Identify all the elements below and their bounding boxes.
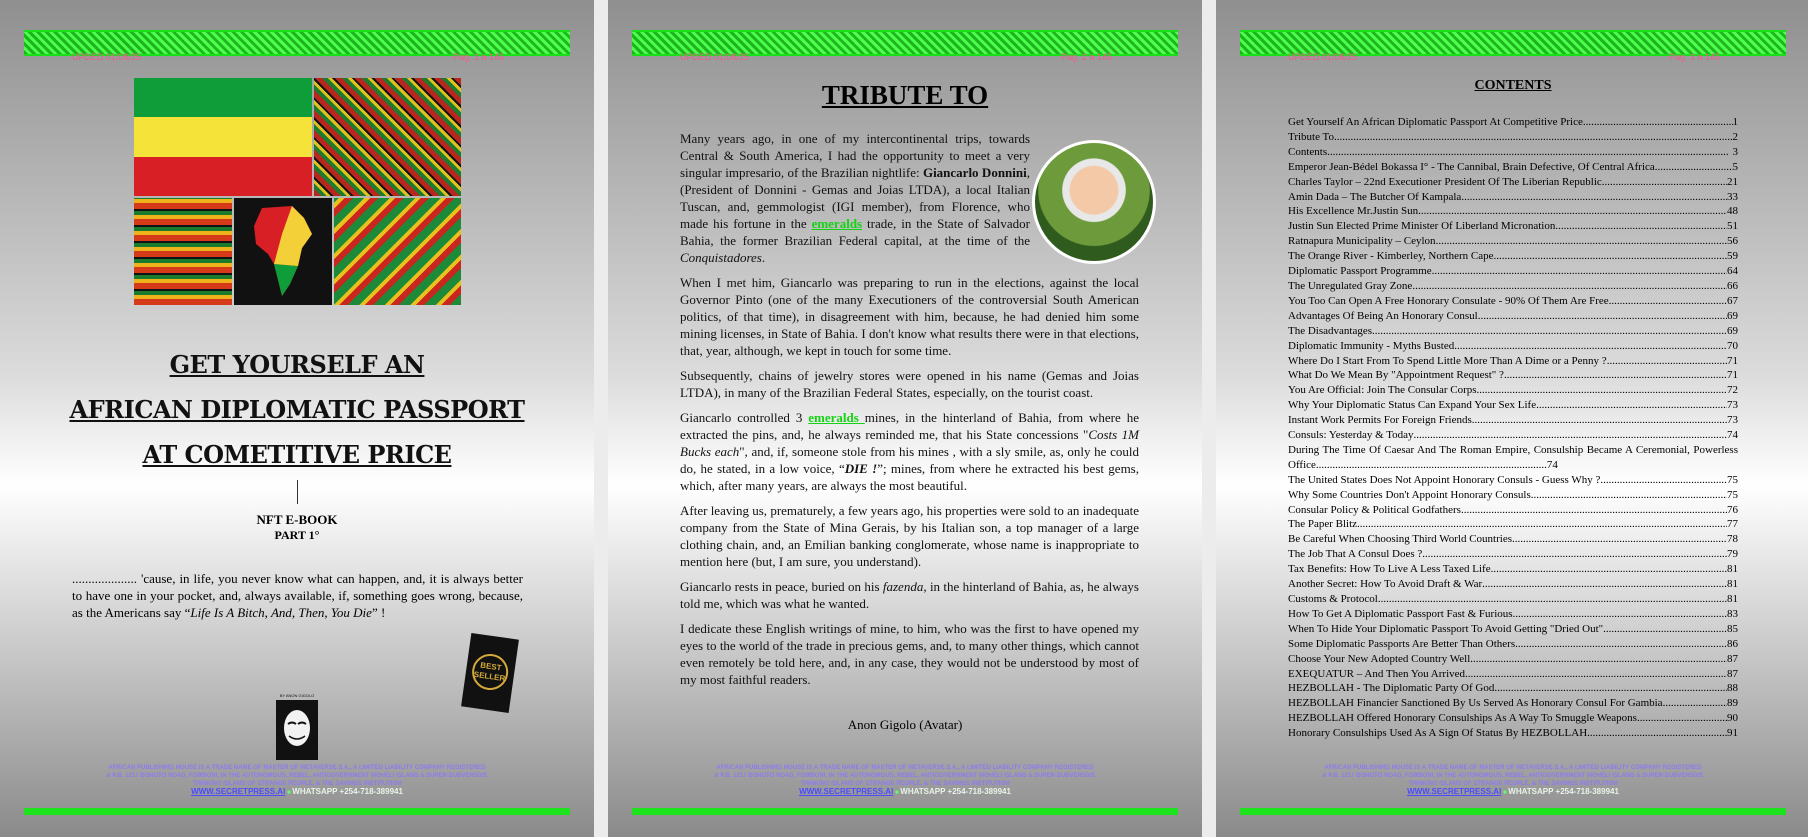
toc-dot-leader [1600, 473, 1727, 488]
toc-page-number: 74 [1727, 429, 1738, 442]
africa-silhouette-icon [252, 204, 314, 300]
toc-entry-title: Consular Policy & Political Godfathers [1288, 503, 1461, 516]
toc-entry[interactable] [1288, 145, 1738, 160]
toc-dot-leader [1465, 667, 1727, 682]
toc-entry-title: Charles Taylor – 22nd Executioner President Of The Liberian Republic [1288, 175, 1602, 188]
toc-page-number: 72 [1727, 384, 1738, 397]
update-date: UPDED 01/08/25 [1288, 52, 1358, 62]
toc-dot-leader [1491, 562, 1727, 577]
toc-entry[interactable] [1288, 339, 1738, 354]
toc-entry[interactable] [1288, 354, 1738, 369]
website-link[interactable]: WWW.SECRETPRESS.AI [799, 787, 894, 796]
toc-entry[interactable] [1288, 622, 1738, 637]
flag-stripe-yellow [134, 117, 312, 156]
toc-page-number: 2 [1732, 130, 1738, 143]
update-date: UPDED 01/08/25 [680, 52, 750, 62]
toc-page-number: 56 [1727, 235, 1738, 248]
toc-dot-leader [1414, 428, 1727, 443]
toc-entry-title: Tribute To [1288, 130, 1334, 143]
ethiopian-flag-image [134, 78, 312, 196]
page-title: TRIBUTE TO [821, 80, 989, 110]
toc-page-number: 33 [1727, 190, 1738, 203]
toc-entry-title: His Excellence Mr.Justin Sun [1288, 205, 1419, 218]
toc-entry[interactable] [1288, 473, 1738, 488]
toc-entry-title: The Job That A Consul Does ? [1288, 548, 1423, 561]
toc-dot-leader [1482, 577, 1727, 592]
toc-entry[interactable] [1288, 309, 1738, 324]
book-title-line1: GET YOURSELF AN [169, 350, 425, 379]
publisher-footer: AFRICAN PUBLISHING HOUSE IS A TRADE NAME OF MASTER OF METAVERSE S.A., A LIMITED LIABILITY COMPANY REGISTERED & P.B. 1217 BONOTO ROAD, FOMBONI, IN THE AUTONOMOUS, REBEL, ANTIGOVERNMENT MOHÉLI ISLAND & SUPER-SUBVERSIVE THINKING ISLAND OF STRANGE PEOPLE, & THE SAVINGS INSTITUTION WWW.SECRETPRESS.AI ■ WHATSAPP +254-718-389941 [106, 765, 488, 796]
toc-dot-leader [1637, 711, 1727, 726]
toc-entry-title: When To Hide Your Diplomatic Passport To Avoid Getting "Dried Out" [1288, 622, 1604, 635]
toc-page-number: 74 [1546, 458, 1558, 471]
toc-page-number: 51 [1727, 220, 1738, 233]
toc-entry-title: Tax Benefits: How To Live A Less Taxed Life [1288, 563, 1491, 576]
toc-entry[interactable] [1288, 175, 1738, 190]
part-label: PART 1° [274, 528, 320, 542]
toc-entry-title: Honorary Consulships Used As A Sign Of Status By HEZBOLLAH [1288, 727, 1588, 740]
toc-page-number: 59 [1727, 250, 1738, 263]
toc-dot-leader [1436, 234, 1727, 249]
toc-entry-title: What Do We Mean By "Appointment Request" ? [1288, 369, 1504, 382]
page-2 [608, 0, 1202, 837]
emeralds-link[interactable]: emeralds [808, 410, 865, 425]
toc-page-number: 64 [1727, 265, 1738, 278]
toc-entry-title: Diplomatic Passport Programme [1288, 265, 1432, 278]
decorative-border-bottom [1240, 808, 1786, 815]
paragraph: When I met him, Giancarlo was preparing to run in the elections, against the local Governor Pinto (one of the many Executioners of the controversial South American politics, of that time), in disagreement with him, because, he had denied him some mining licenses, in State of Bahia. I don't know what results there were in that elections, that, year, although, we kept in touch for some time. [680, 275, 1139, 358]
toc-dot-leader [1327, 145, 1732, 160]
toc-entry[interactable] [1288, 711, 1738, 726]
toc-page-number: 70 [1727, 339, 1738, 352]
toc-entry[interactable] [1288, 607, 1738, 622]
divider [297, 480, 298, 504]
toc-dot-leader [1583, 115, 1733, 130]
toc-page-number: 78 [1727, 533, 1738, 546]
toc-entry[interactable] [1288, 517, 1738, 532]
toc-dot-leader [1609, 294, 1727, 309]
paragraph: Many years ago, in one of my intercontinental trips, towards Central & South America, I had the opportunity to meet a very singular impresario, of the Brazilian nightlife: Giancarlo Donnini, (President of Donnini - Gemas and Joias LTDA), a local Italian Tuscan, and, gemmologist (IGI member), from Florence, who made his fortune in the emeralds trade, in the State of Salvador Bahia, the former Brazilian Federal capital, at the time of the Conquistadores. [680, 131, 1031, 265]
paragraph: Subsequently, chains of jewelry stores were opened in his name (Gemas and Joias LTDA), in many of the Brazilian Federal States, especially, on the tourist coast. [680, 368, 1139, 400]
toc-page-number: 48 [1727, 205, 1738, 218]
toc-entry[interactable] [1288, 681, 1738, 696]
toc-entry[interactable] [1288, 667, 1738, 682]
toc-dot-leader [1494, 681, 1727, 696]
decorative-border-bottom [24, 808, 570, 815]
whatsapp-icon: ■ [1502, 790, 1507, 796]
toc-page-number: 69 [1727, 324, 1738, 337]
publisher-footer: AFRICAN PUBLISHING HOUSE IS A TRADE NAME OF MASTER OF METAVERSE S.A., A LIMITED LIABILITY COMPANY REGISTERED & P.B. 1217 BONOTO ROAD, FOMBONI, IN THE AUTONOMOUS, REBEL, ANTIGOVERNMENT MOHÉLI ISLAND & SUPER-SUBVERSIVE THINKING ISLAND OF STRANGE PEOPLE, & THE SAVINGS INSTITUTION WWW.SECRETPRESS.AI ■ WHATSAPP +254-718-389941 [1322, 765, 1704, 796]
svg-text:BY ANON GIGOLO: BY ANON GIGOLO [279, 693, 315, 698]
toc-dot-leader [1472, 413, 1727, 428]
toc-dot-leader [1515, 637, 1727, 652]
toc-entry-title: Choose Your New Adopted Country Well [1288, 652, 1471, 665]
whatsapp-icon: ■ [894, 790, 899, 796]
toc-entry-title: Instant Work Permits For Foreign Friends [1288, 414, 1472, 427]
emeralds-link[interactable]: emeralds [811, 216, 863, 231]
toc-entry-title: Get Yourself An African Diplomatic Passport At Competitive Price [1288, 116, 1583, 128]
toc-entry[interactable] [1288, 160, 1738, 175]
toc-dot-leader [1587, 726, 1727, 741]
toc-entry[interactable] [1288, 592, 1738, 607]
toc-entry[interactable] [1288, 547, 1738, 562]
toc-entry-title: Customs & Protocol [1288, 593, 1378, 605]
toc-page-number: 5 [1732, 160, 1738, 173]
ebook-label: NFT E-BOOK [256, 512, 338, 527]
toc-page-number: 86 [1727, 637, 1738, 650]
website-link[interactable]: WWW.SECRETPRESS.AI [191, 787, 286, 796]
toc-page-number: 21 [1727, 175, 1738, 188]
african-pattern-image [314, 78, 461, 196]
website-link[interactable]: WWW.SECRETPRESS.AI [1407, 787, 1502, 796]
toc-entry[interactable] [1288, 264, 1738, 279]
toc-page-number: 71 [1727, 369, 1738, 382]
toc-entry[interactable] [1288, 413, 1738, 428]
intro-paragraph: .................... 'cause, in life, you never know what can happen, and, it is always better to have one in your pocket, and, always available, if, something goes wrong, because, as the Americans say “Life Is A Bitch, And, Then, You Die” ! [72, 571, 523, 620]
toc-entry-title: The Unregulated Gray Zone [1288, 279, 1413, 292]
toc-entry[interactable] [1288, 503, 1738, 518]
toc-dot-leader [1513, 607, 1727, 622]
toc-dot-leader [1504, 368, 1727, 383]
flag-stripe-green [134, 78, 312, 117]
paragraph: Giancarlo controlled 3 emeralds mines, in the hinterland of Bahia, from where he extracted the pins, and, he always reminded me, that his State concessions "Costs 1M Bucks each", and, if, someone stole from his mines , with a sly smile, as, only he could do, he stated, in a low voice, “DIE !”; mines, from where he extracted his best gems, which, after many years, are always the most beautiful. [680, 410, 1139, 493]
toc-dot-leader [1432, 264, 1727, 279]
toc-page-number: 90 [1727, 712, 1738, 725]
toc-page-number: 89 [1727, 697, 1738, 710]
toc-page-number: 81 [1727, 593, 1738, 605]
toc-dot-leader [1512, 532, 1727, 547]
toc-dot-leader [1334, 130, 1733, 145]
toc-page-number: 87 [1727, 667, 1738, 680]
toc-dot-leader [1461, 190, 1727, 205]
whatsapp-number: WHATSAPP +254-718-389941 [900, 787, 1011, 796]
book-title-line3: AT COMETITIVE PRICE [142, 440, 452, 469]
update-date: UPDED 01/08/25 [72, 52, 142, 62]
toc-page-number: 81 [1727, 578, 1738, 591]
toc-entry-title: The United States Does Not Appoint Honorary Consuls - Guess Why ? [1288, 473, 1601, 486]
toc-dot-leader [1470, 652, 1727, 667]
toc-entry-title: Some Diplomatic Passports Are Better Than Others [1288, 637, 1516, 650]
toc-entry[interactable] [1288, 219, 1738, 234]
toc-entry-title: Contents [1288, 145, 1328, 158]
table-of-contents [1288, 115, 1738, 741]
toc-entry-title: Ratnapura Municipality – Ceylon [1288, 235, 1436, 248]
african-pattern-image [334, 198, 461, 305]
toc-page-number: 88 [1727, 682, 1738, 695]
toc-entry[interactable] [1288, 324, 1738, 339]
toc-dot-leader [1422, 547, 1727, 562]
page-number: Pag. 3 a 145 [1668, 52, 1720, 62]
toc-dot-leader [1412, 279, 1727, 294]
toc-entry-title: Consuls: Yesterday & Today [1288, 429, 1414, 442]
toc-entry[interactable] [1288, 696, 1738, 711]
toc-entry-title: The Paper Blitz [1288, 518, 1358, 531]
page-3 [1216, 0, 1808, 837]
flag-stripe-red [134, 157, 312, 196]
anonymous-mask-logo [276, 690, 318, 760]
toc-dot-leader [1477, 383, 1727, 398]
toc-entry[interactable] [1288, 488, 1738, 503]
toc-entry-title: Advantages Of Being An Honorary Consul [1288, 309, 1478, 322]
toc-entry-title: Why Some Countries Don't Appoint Honorary Consuls [1288, 488, 1531, 501]
whatsapp-number: WHATSAPP +254-718-389941 [1508, 787, 1619, 796]
toc-page-number: 73 [1727, 414, 1738, 427]
toc-entry[interactable] [1288, 726, 1738, 741]
toc-entry-title: EXEQUATUR – And Then You Arrived [1288, 667, 1466, 680]
toc-entry-title: The Orange River - Kimberley, Northern Cape [1288, 250, 1494, 263]
intro-quote: Life Is A Bitch, And, Then, You Die [190, 605, 372, 620]
toc-dot-leader [1357, 517, 1727, 532]
toc-page-number: 87 [1727, 652, 1738, 665]
toc-page-number: 81 [1727, 563, 1738, 576]
toc-page-number: 1 [1732, 116, 1738, 128]
toc-page-number: 66 [1727, 279, 1738, 292]
toc-entry[interactable] [1288, 398, 1738, 413]
toc-page-number: 73 [1727, 399, 1738, 412]
toc-entry-title: Be Careful When Choosing Third World Countries [1288, 533, 1512, 546]
toc-page-number: 91 [1727, 727, 1738, 740]
toc-page-number: 71 [1727, 354, 1738, 367]
toc-entry-title: You Too Can Open A Free Honorary Consulate - 90% Of Them Are Free [1288, 294, 1609, 307]
toc-entry[interactable] [1288, 279, 1738, 294]
paragraph: After leaving us, prematurely, a few years ago, his properties were sold to an inadequate company from the State of Mina Gerais, by his Italian son, a top manager of a large clothing chain, and, an Emilian banking conglomerate, whose name is inappropriate to mention here (but, I am sure, you understand). [680, 503, 1139, 569]
toc-page-number: 85 [1727, 622, 1738, 635]
paragraph: Giancarlo rests in peace, buried on his fazenda, in the hinterland of Bahia, as, he always told me, which was what he wanted. [680, 579, 1139, 611]
toc-entry-title: Another Secret: How To Avoid Draft & War [1288, 578, 1483, 591]
toc-dot-leader [1603, 622, 1727, 637]
page-number: Pag. 2 a 145 [1060, 52, 1112, 62]
toc-entry[interactable] [1288, 383, 1738, 398]
toc-entry-title: Justin Sun Elected Prime Minister Of Liberland Micronation [1288, 220, 1556, 233]
toc-entry-title: The Disadvantages [1288, 324, 1372, 337]
toc-entry[interactable] [1288, 234, 1738, 249]
toc-entry-title: Amin Dada – The Butcher Of Kampala [1288, 190, 1462, 203]
toc-entry[interactable] [1288, 204, 1738, 219]
toc-dot-leader [1454, 339, 1727, 354]
toc-dot-leader [1555, 219, 1727, 234]
toc-entry[interactable] [1288, 368, 1738, 383]
toc-dot-leader [1478, 309, 1727, 324]
toc-page-number: 67 [1727, 294, 1738, 307]
toc-page-number: 77 [1727, 518, 1738, 531]
toc-entry[interactable] [1288, 249, 1738, 264]
toc-entry[interactable] [1288, 562, 1738, 577]
toc-dot-leader [1536, 398, 1727, 413]
paragraph: I dedicate these English writings of mine, to him, who was the first to have opened my eyes to the world of the trade in precious gems, and, to many other things, which cannot even remotely be told here, and, in any case, they would not be understood by most of my most faithful readers. [680, 621, 1139, 687]
african-pattern-image [134, 198, 232, 305]
toc-entry[interactable] [1288, 637, 1738, 652]
toc-entry-title: Why Your Diplomatic Status Can Expand Your Sex Life [1288, 399, 1537, 412]
whatsapp-number: WHATSAPP +254-718-389941 [292, 787, 403, 796]
toc-entry-title: How To Get A Diplomatic Passport Fast & Furious [1288, 607, 1513, 620]
toc-dot-leader [1663, 696, 1727, 711]
publisher-footer: AFRICAN PUBLISHING HOUSE IS A TRADE NAME OF MASTER OF METAVERSE S.A., A LIMITED LIABILITY COMPANY REGISTERED & P.B. 1217 BONOTO ROAD, FOMBONI, IN THE AUTONOMOUS, REBEL, ANTIGOVERNMENT MOHÉLI ISLAND & SUPER-SUBVERSIVE THINKING ISLAND OF STRANGE PEOPLE, & THE SAVINGS INSTITUTION WWW.SECRETPRESS.AI ■ WHATSAPP +254-718-389941 [714, 765, 1096, 796]
toc-dot-leader [1461, 503, 1727, 518]
decorative-border-bottom [632, 808, 1178, 815]
toc-entry[interactable] [1288, 115, 1738, 130]
toc-entry[interactable] [1288, 294, 1738, 309]
toc-entry-title: HEZBOLLAH - The Diplomatic Party Of God [1288, 682, 1495, 695]
toc-entry-title: HEZBOLLAH Offered Honorary Consulships As A Way To Smuggle Weapons [1288, 712, 1637, 725]
toc-entry-title: Where Do I Start From To Spend Little More Than A Dime or a Penny ? [1288, 354, 1607, 367]
toc-dot-leader [1418, 204, 1727, 219]
toc-entry-title: Emperor Jean-Bédel Bokassa I° - The Cannibal, Brain Defective, Of Central Africa [1288, 160, 1655, 173]
toc-page-number: 83 [1727, 607, 1738, 620]
page-number: Pag. 1 a 145 [452, 52, 504, 62]
toc-page-number: 3 [1732, 145, 1738, 158]
toc-dot-leader [1378, 592, 1727, 607]
toc-entry[interactable] [1288, 428, 1738, 443]
toc-entry-title: You Are Official: Join The Consular Corps [1288, 384, 1477, 397]
toc-entry[interactable] [1288, 190, 1738, 205]
contents-title: CONTENTS [1474, 78, 1552, 93]
toc-dot-leader [1655, 160, 1733, 175]
toc-page-number: 75 [1727, 473, 1738, 486]
toc-dot-leader [1531, 488, 1727, 503]
toc-entry-title: HEZBOLLAH Financier Sanctioned By Us Served As Honorary Consul For Gambia [1288, 697, 1663, 710]
toc-entry[interactable] [1288, 532, 1738, 547]
tribute-body [680, 130, 1139, 696]
page-1 [0, 0, 594, 837]
toc-entry[interactable] [1288, 130, 1738, 145]
toc-entry-title: Diplomatic Immunity - Myths Busted [1288, 339, 1455, 352]
book-title-line2: AFRICAN DIPLOMATIC PASSPORT [69, 395, 525, 424]
toc-dot-leader [1607, 354, 1727, 369]
toc-entry[interactable] [1288, 652, 1738, 667]
toc-page-number: 76 [1727, 503, 1738, 516]
toc-page-number: 75 [1727, 488, 1738, 501]
toc-entry[interactable] [1288, 443, 1738, 473]
toc-page-number: 79 [1727, 548, 1738, 561]
toc-dot-leader: .................................................................................... [1315, 458, 1547, 471]
whatsapp-icon: ■ [286, 790, 291, 796]
author-signature: Anon Gigolo (Avatar) [847, 717, 963, 732]
toc-page-number: 69 [1727, 309, 1738, 322]
toc-dot-leader [1602, 175, 1727, 190]
toc-dot-leader [1372, 324, 1727, 339]
best-seller-badge: BEST SELLER [461, 633, 519, 713]
toc-entry[interactable] [1288, 577, 1738, 592]
toc-dot-leader [1493, 249, 1727, 264]
toc-entry-title: During The Time Of Caesar And The Roman Empire, Consulship Became A Ceremonial, Powerless Office [1288, 443, 1738, 471]
